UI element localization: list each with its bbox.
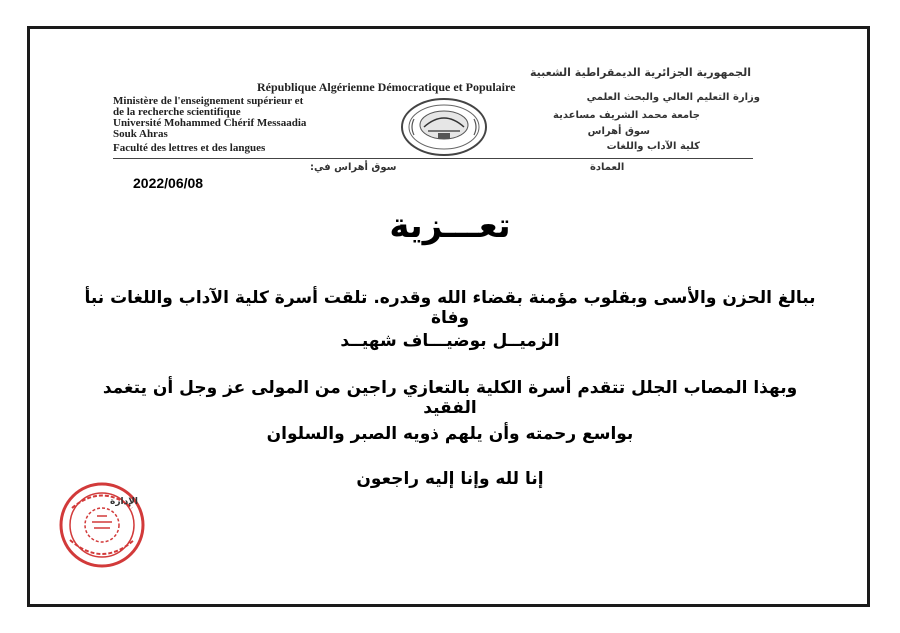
document-date: 2022/06/08 (133, 175, 204, 191)
university-emblem-icon (400, 97, 488, 157)
stamp-label: الإدارة (110, 497, 138, 507)
official-stamp-icon (52, 478, 160, 568)
header-arabic-republic: الجمهورية الجزائرية الديمقراطية الشعبية (530, 66, 751, 79)
header-arabic-line: وزارة التعليم العالي والبحث العلمي (586, 92, 760, 103)
body-line: ببالغ الحزن والأسى وبقلوب مؤمنة بقضاء الله وقدره. تلقت أسرة كلية الآداب واللغات نبأ وفاة (84, 288, 816, 328)
header-french-line: de la recherche scientifique (113, 106, 241, 118)
document-title: تعـــزية (389, 206, 511, 246)
header-arabic-line: كلية الآداب واللغات (606, 141, 700, 152)
body-line: الزميــل بوضيـــاف شهيــد (340, 331, 560, 351)
header-divider (113, 158, 753, 159)
body-line: وبهذا المصاب الجلل تتقدم أسرة الكلية بالتعازي راجين من المولى عز وجل أن يتغمد الفقيد (102, 378, 798, 418)
signature-label: العمادة (590, 162, 625, 173)
place-label: سوق أهراس في: (310, 162, 397, 173)
header-french-line: Ministère de l'enseignement supérieur et (113, 95, 304, 107)
header-arabic-line: سوق أهراس (587, 126, 650, 137)
header-arabic-line: جامعة محمد الشريف مساعدية (553, 110, 700, 121)
body-line: إنا لله وإنا إليه راجعون (356, 469, 544, 489)
header-french-republic: République Algérienne Démocratique et Populaire (257, 80, 516, 94)
header-french-line: Université Mohammed Chérif Messaadia (113, 117, 307, 129)
header-french-line: Faculté des lettres et des langues (113, 142, 266, 154)
body-line: بواسع رحمته وأن يلهم ذويه الصبر والسلوان (266, 424, 634, 444)
header-french-line: Souk Ahras (113, 128, 168, 140)
